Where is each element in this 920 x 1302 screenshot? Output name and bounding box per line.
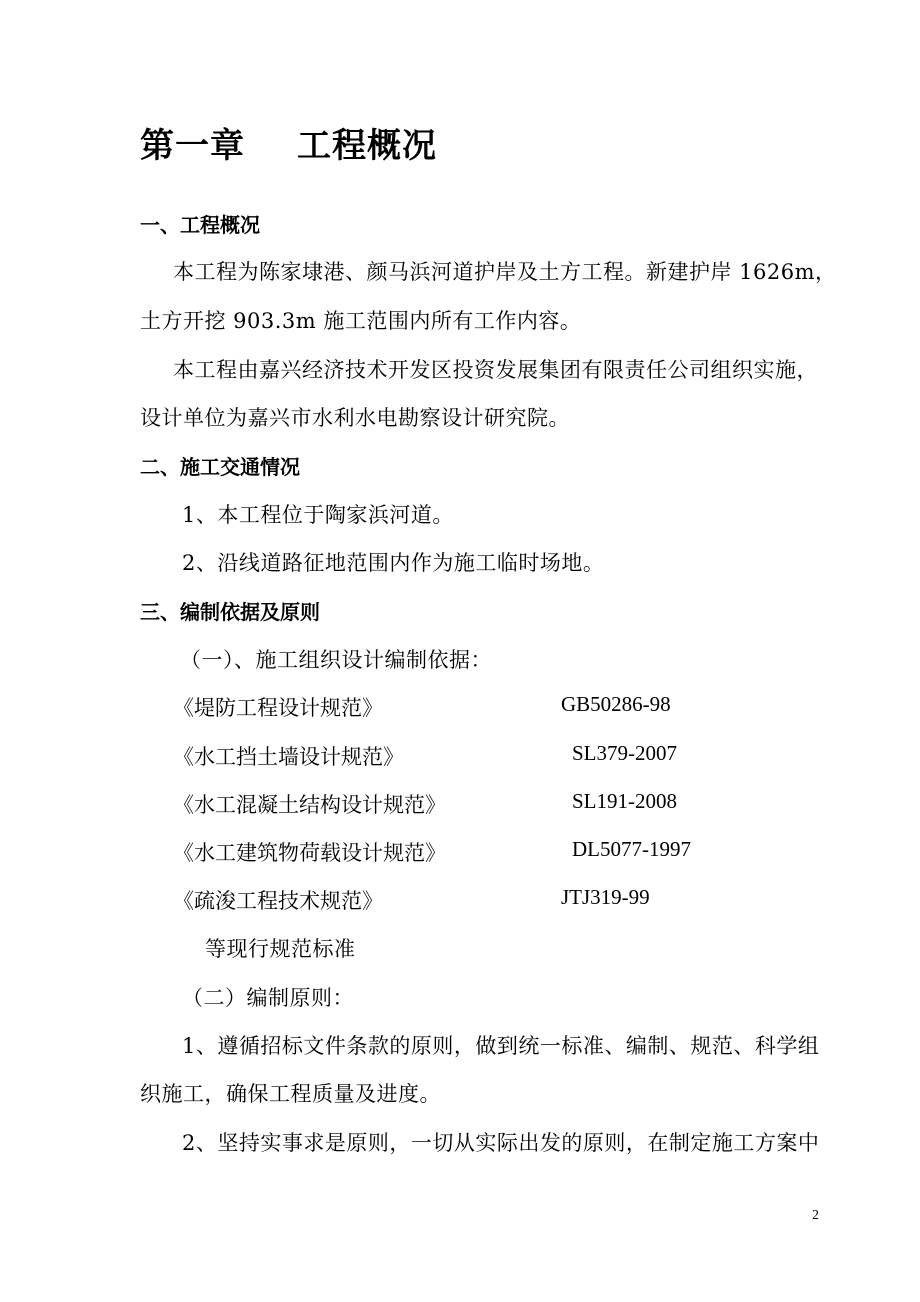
- reference-title: 《水工混凝土结构设计规范》: [173, 793, 446, 817]
- reference-code: DL5077-1997: [572, 837, 691, 861]
- paragraph-line: 1、遵循招标文件条款的原则，做到统一标准、编制、规范、科学组: [182, 1034, 820, 1058]
- list-item: 2、沿线道路征地范围内作为施工临时场地。: [182, 551, 605, 575]
- reference-title: 《水工建筑物荷载设计规范》: [173, 841, 446, 865]
- sub-heading-basis: （一）、施工组织设计编制依据：: [180, 648, 492, 672]
- reference-code: GB50286-98: [561, 692, 671, 716]
- reference-code: JTJ319-99: [561, 885, 650, 909]
- reference-title: 《水工挡土墙设计规范》: [173, 745, 404, 769]
- chapter-title: [140, 118, 437, 167]
- section-heading-overview: 一、工程概况: [140, 213, 260, 237]
- reference-code: SL379-2007: [572, 741, 677, 765]
- reference-code: SL191-2008: [572, 789, 677, 813]
- paragraph-line: 2、坚持实事求是原则，一切从实际出发的原则，在制定施工方案中: [182, 1131, 820, 1155]
- page-number: 2: [812, 1208, 819, 1223]
- paragraph-line: 本工程由嘉兴经济技术开发区投资发展集团有限责任公司组织实施，: [173, 358, 818, 382]
- section-heading-traffic: 二、施工交通情况: [140, 455, 300, 479]
- chapter-number: 第一章: [140, 126, 245, 166]
- section-heading-basis: 三、编制依据及原则: [140, 600, 320, 624]
- list-item: 1、本工程位于陶家浜河道。: [182, 503, 454, 527]
- paragraph-line: 土方开挖 903.3m 施工范围内所有工作内容。: [140, 309, 582, 333]
- sub-heading-principles: （二）编制原则：: [182, 986, 354, 1010]
- paragraph-line: 本工程为陈家埭港、颜马浜河道护岸及土方工程。新建护岸 1626m，: [173, 260, 837, 284]
- references-etc: 等现行规范标准: [205, 937, 356, 961]
- chapter-name: 工程概况: [297, 126, 437, 166]
- paragraph-line: 织施工，确保工程质量及进度。: [140, 1082, 441, 1106]
- reference-title: 《疏浚工程技术规范》: [173, 889, 383, 913]
- reference-title: 《堤防工程设计规范》: [173, 696, 383, 720]
- paragraph-line: 设计单位为嘉兴市水利水电勘察设计研究院。: [140, 406, 570, 430]
